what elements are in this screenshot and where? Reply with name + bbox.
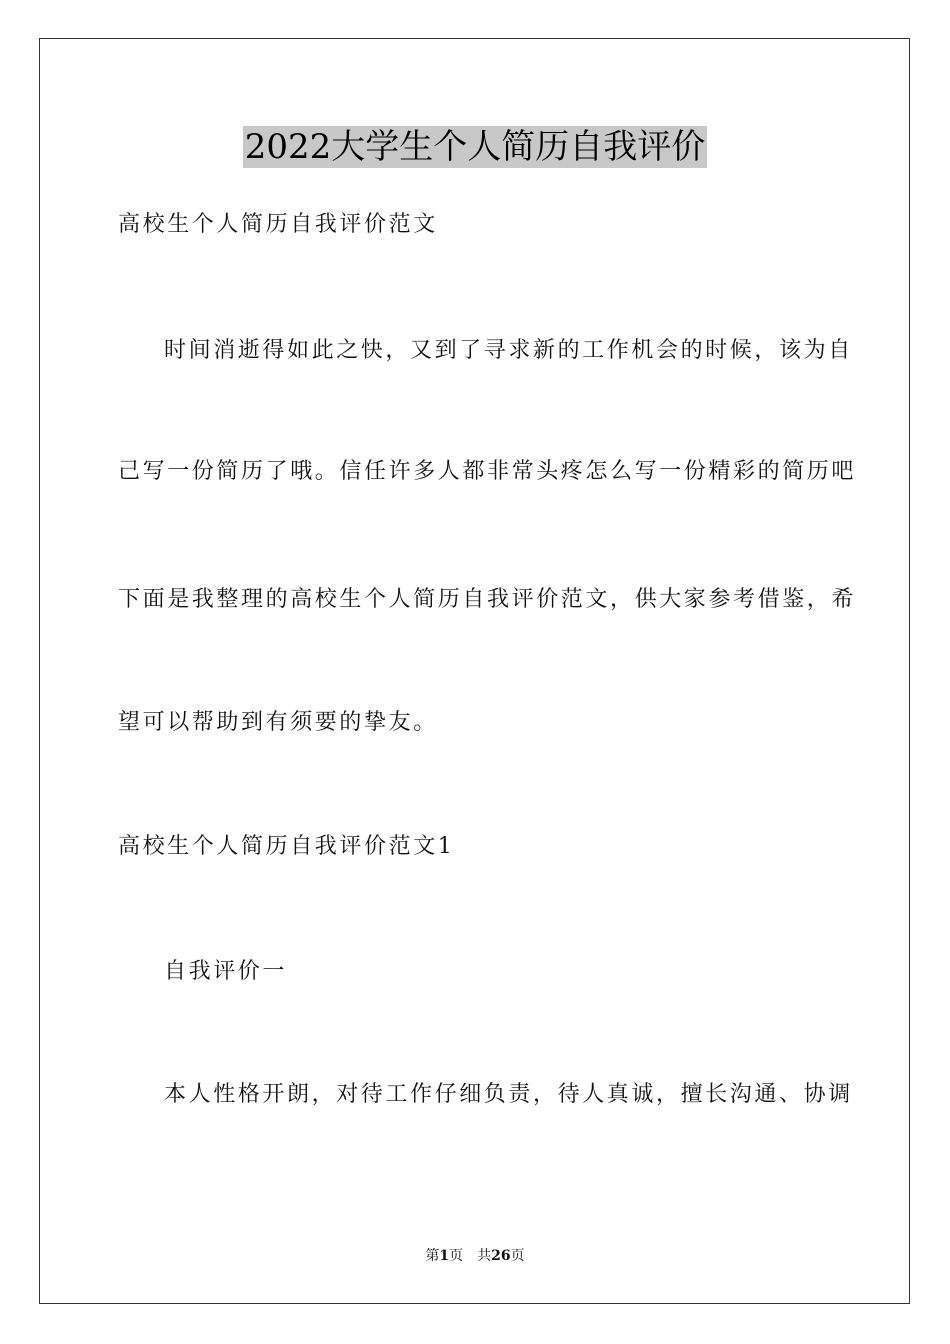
page-current: 1 <box>439 1248 450 1264</box>
total-prefix: 共 <box>477 1248 492 1264</box>
title-container <box>0 126 950 168</box>
section-heading: 高校生个人简历自我评价范文 <box>118 212 438 237</box>
page-footer <box>0 1246 950 1266</box>
document-title: 2022大学生个人简历自我评价 <box>244 127 706 167</box>
paragraph-line: 下面是我整理的高校生个人简历自我评价范文，供大家参考借鉴，希 <box>118 587 857 612</box>
page-total: 26 <box>491 1248 511 1264</box>
page-prefix: 第 <box>425 1248 440 1264</box>
paragraph-line: 望可以帮助到有须要的挚友。 <box>118 710 438 735</box>
paragraph-line: 时间消逝得如此之快，又到了寻求新的工作机会的时候，该为自 <box>164 338 853 363</box>
paragraph-line: 本人性格开朗，对待工作仔细负责，待人真诚，擅长沟通、协调 <box>164 1082 853 1107</box>
page-suffix: 页 <box>449 1248 464 1264</box>
total-suffix: 页 <box>510 1248 525 1264</box>
paragraph-line: 己写一份简历了哦。信任许多人都非常头疼怎么写一份精彩的简历吧 <box>118 459 857 484</box>
subsection-heading: 自我评价一 <box>164 959 288 984</box>
section-heading: 高校生个人简历自我评价范文1 <box>118 834 455 859</box>
